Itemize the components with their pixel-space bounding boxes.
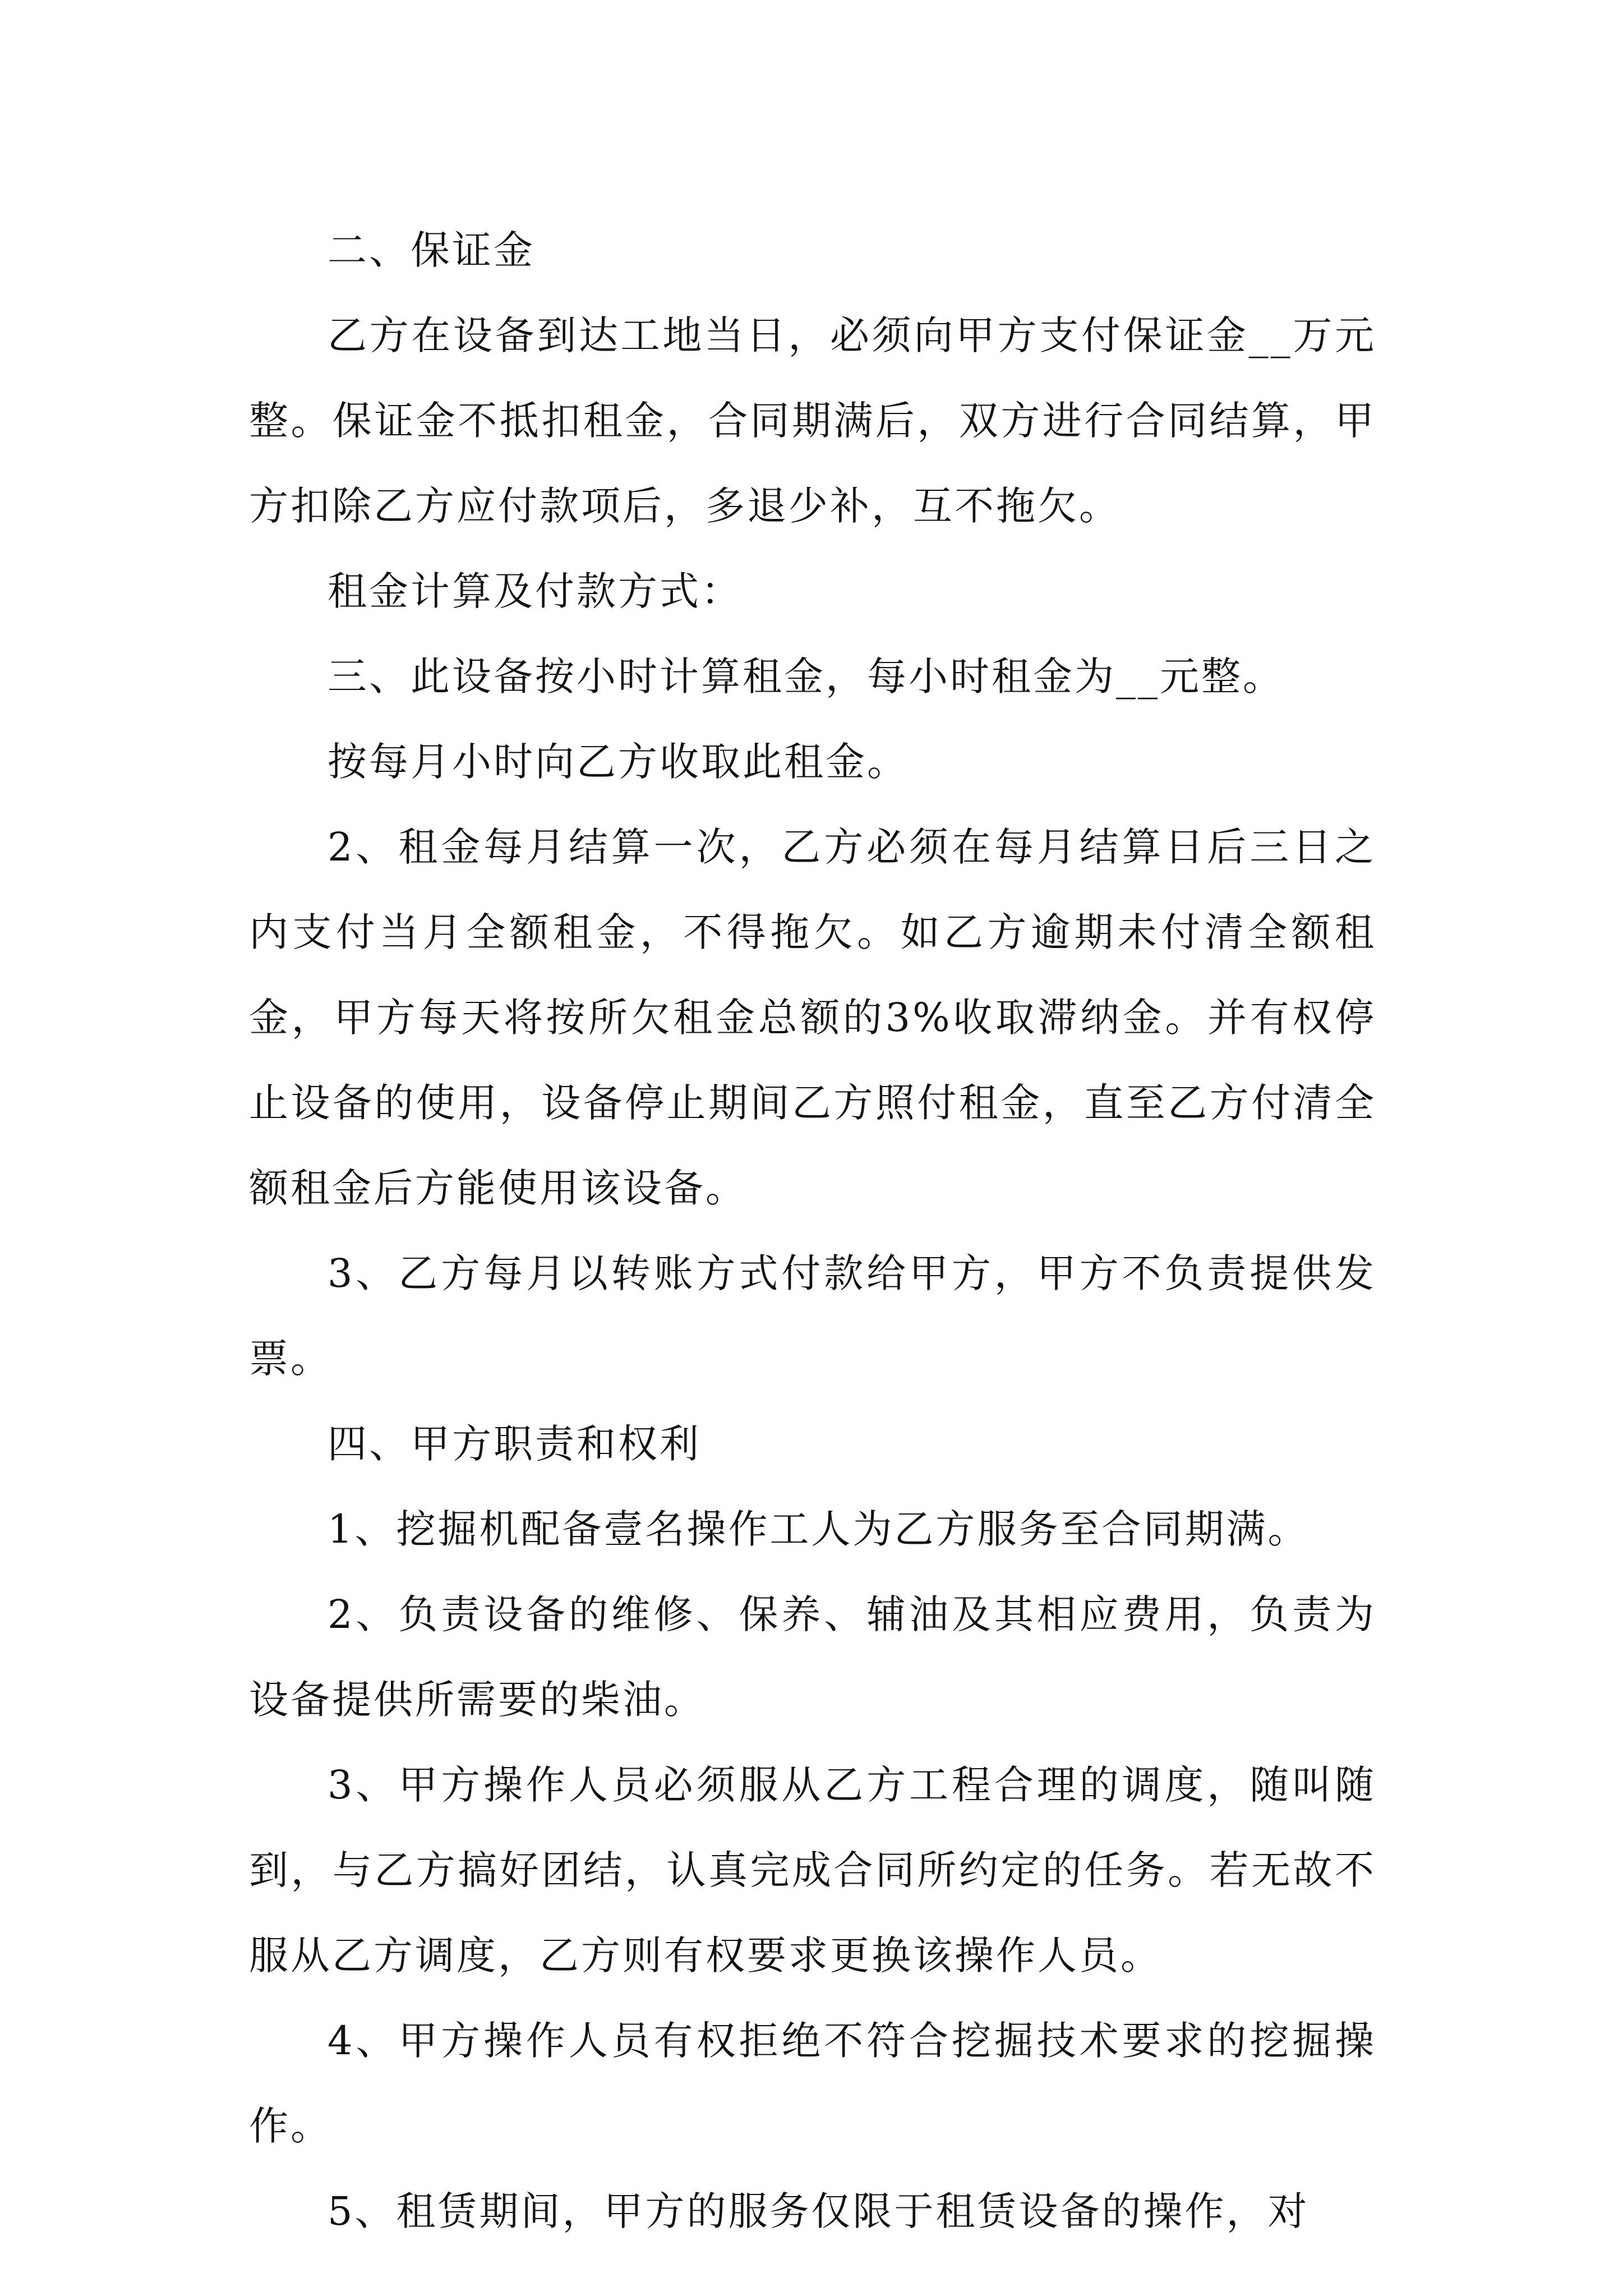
document-body bbox=[249, 208, 1376, 2254]
paragraph-deposit-terms: 乙方在设备到达工地当日，必须向甲方支付保证金__万元整。保证金不抵扣租金，合同期满后，双方进行合同结算，甲方扣除乙方应付款项后，多退少补，互不拖欠。 bbox=[249, 312, 1376, 529]
paragraph-operator-provision: 1、挖掘机配备壹名操作工人为乙方服务至合同期满。 bbox=[328, 1506, 1310, 1552]
paragraph-operator-obedience: 3、甲方操作人员必须服从乙方工程合理的调度，随叫随到，与乙方搞好团结，认真完成合同所约定的任务。若无故不服从乙方调度，乙方则有权要求更换该操作人员。 bbox=[249, 1762, 1376, 1978]
paragraph-transfer-payment: 3、乙方每月以转账方式付款给甲方，甲方不负责提供发票。 bbox=[249, 1250, 1376, 1382]
section-heading-rent-payment: 租金计算及付款方式： bbox=[328, 568, 743, 614]
paragraph-refuse-operation: 4、甲方操作人员有权拒绝不符合挖掘技术要求的挖掘操作。 bbox=[249, 2018, 1376, 2149]
paragraph-maintenance-fuel: 2、负责设备的维修、保养、辅油及其相应费用，负责为设备提供所需要的柴油。 bbox=[249, 1591, 1376, 1723]
section-heading-deposit: 二、保证金 bbox=[328, 227, 535, 273]
paragraph-service-scope: 5、租赁期间，甲方的服务仅限于租赁设备的操作，对 bbox=[328, 2188, 1310, 2234]
paragraph-hourly-rent: 三、此设备按小时计算租金，每小时租金为__元整。 bbox=[328, 654, 1284, 700]
paragraph-monthly-settlement: 2、租金每月结算一次，乙方必须在每月结算日后三日之内支付当月全额租金，不得拖欠。如乙方逾期未付清全额租金，甲方每天将按所欠租金总额的3%收取滞纳金。并有权停止设备的使用，设备停止期间乙方照付租金，直至乙方付清全额租金后方能使用该设备。 bbox=[249, 824, 1376, 1211]
paragraph-monthly-hours: 按每月小时向乙方收取此租金。 bbox=[328, 739, 909, 785]
section-heading-party-a-duties: 四、甲方职责和权利 bbox=[328, 1421, 701, 1467]
